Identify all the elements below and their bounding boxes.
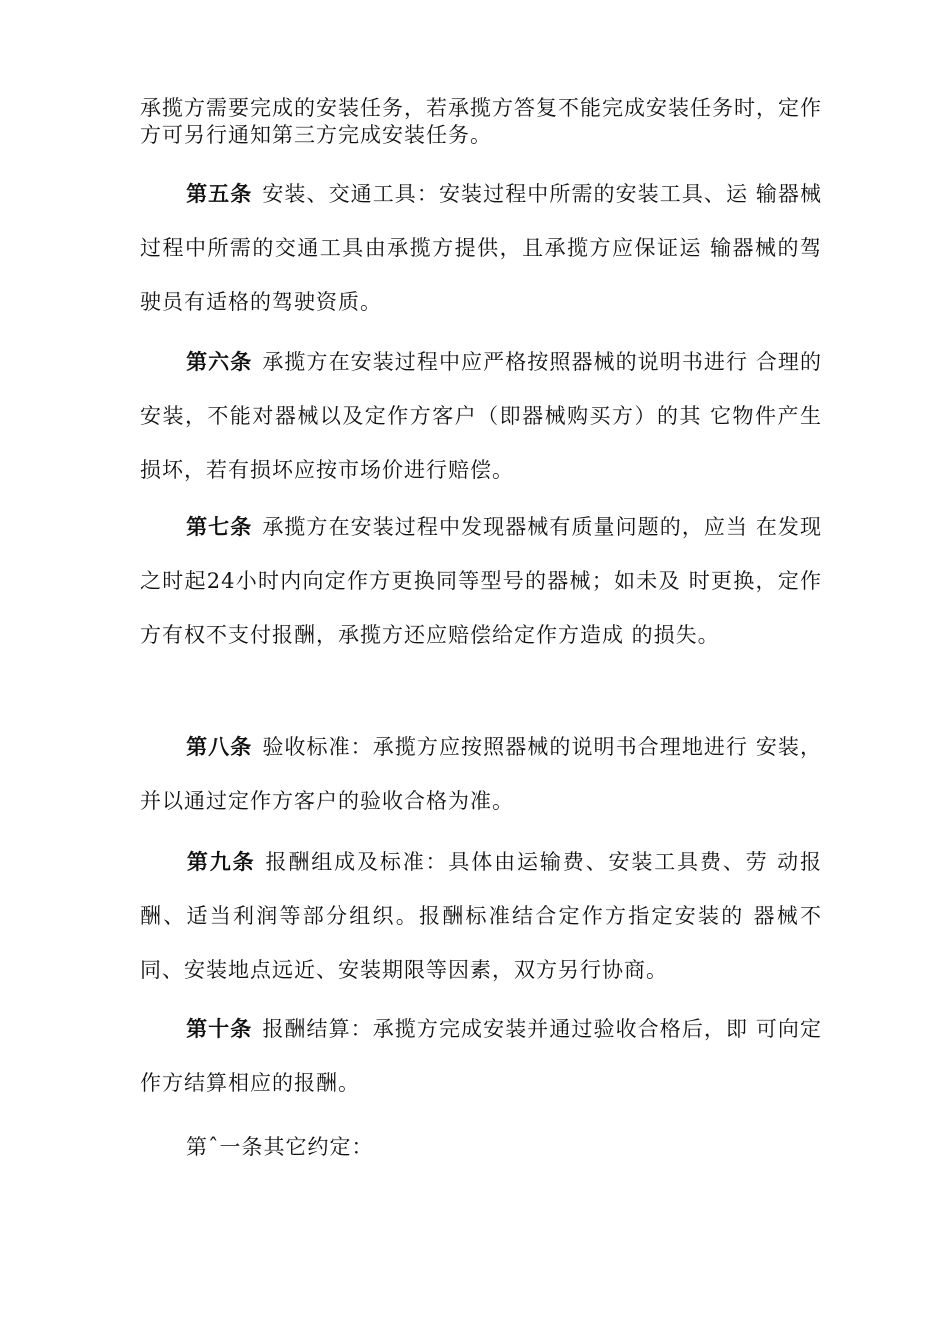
paragraph-continuation <box>140 95 822 149</box>
article-heading: 第七条 <box>186 515 253 539</box>
article-text: 报酬结算：承揽方完成安装并通过验收合格后，即 可向定作方结算相应的报酬。 <box>140 1017 822 1095</box>
article-5 <box>140 167 822 329</box>
article-6 <box>140 335 822 497</box>
article-text: 承揽方在安装过程中应严格按照器械的说明书进行 合理的安装，不能对器械以及定作方客户（即器械购买方）的其 它物件产生损坏，若有损坏应按市场价进行赔偿。 <box>140 350 822 482</box>
article-10 <box>140 1002 822 1110</box>
article-heading: 第五条 <box>186 182 253 206</box>
article-11 <box>140 1120 822 1174</box>
paragraph-text: 承揽方需要完成的安装任务，若承揽方答复不能完成安装任务时，定作方可另行通知第三方完成安装任务。 <box>140 96 822 147</box>
article-heading: 第九条 <box>186 850 256 874</box>
article-text: 安装、交通工具：安装过程中所需的安装工具、运 输器械过程中所需的交通工具由承揽方提供，且承揽方应保证运 输器械的驾驶员有适格的驾驶资质。 <box>140 182 822 314</box>
article-text: 报酬组成及标准：具体由运输费、安装工具费、劳 动报酬、适当利润等部分组织。报酬标准结合定作方指定安装的 器械不同、安装地点远近、安装期限等因素，双方另行协商。 <box>140 850 822 982</box>
article-heading: 第八条 <box>186 735 253 759</box>
article-heading: 第十条 <box>186 1017 253 1041</box>
article-text: 承揽方在安装过程中发现器械有质量问题的，应当 在发现之时起24小时内向定作方更换同等型号的器械；如未及 时更换，定作方有权不支付报酬，承揽方还应赔偿给定作方造成 的损失。 <box>140 515 822 647</box>
article-7 <box>140 500 822 662</box>
article-heading: 第六条 <box>186 350 253 374</box>
article-text: 验收标准：承揽方应按照器械的说明书合理地进行 安装，并以通过定作方客户的验收合格为准。 <box>140 735 822 813</box>
article-text: 第ˆ一条其它约定： <box>186 1135 374 1159</box>
article-9 <box>140 835 822 997</box>
article-8 <box>140 720 822 828</box>
